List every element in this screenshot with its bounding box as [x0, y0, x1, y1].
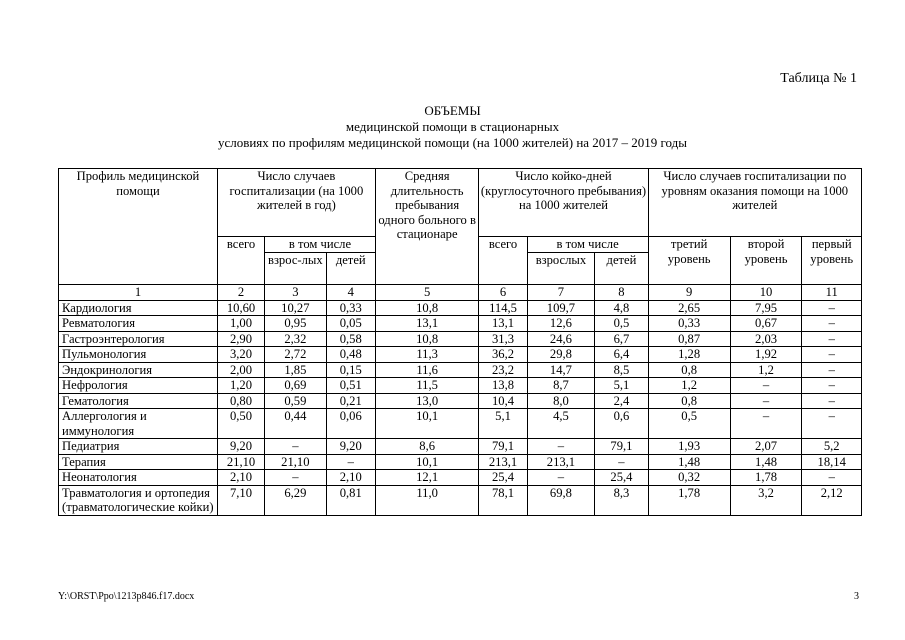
value-cell: 0,44 [265, 409, 327, 439]
value-cell: 1,92 [730, 347, 802, 363]
value-cell: 0,51 [326, 378, 375, 394]
value-cell: 114,5 [479, 300, 527, 316]
value-cell: 0,95 [265, 316, 327, 332]
value-cell: 1,48 [730, 454, 802, 470]
value-cell: 10,8 [375, 331, 479, 347]
value-cell: 8,6 [375, 439, 479, 455]
value-cell: 25,4 [479, 470, 527, 486]
value-cell: 0,6 [595, 409, 648, 439]
value-cell: 1,78 [730, 470, 802, 486]
value-cell: 13,1 [375, 316, 479, 332]
value-cell: – [802, 470, 862, 486]
table-row [59, 470, 862, 486]
value-cell: 14,7 [527, 362, 595, 378]
value-cell: – [802, 316, 862, 332]
column-number-cell: 2 [217, 285, 264, 301]
value-cell: 3,2 [730, 485, 802, 515]
value-cell: 0,87 [648, 331, 730, 347]
value-cell: 10,1 [375, 454, 479, 470]
value-cell: – [730, 393, 802, 409]
value-cell: 2,12 [802, 485, 862, 515]
value-cell: 2,00 [217, 362, 264, 378]
profile-name-cell: Гастроэнтерология [59, 331, 218, 347]
value-cell: 1,2 [648, 378, 730, 394]
value-cell: – [527, 470, 595, 486]
title-line-2: медицинской помощи в стационарных [345, 119, 560, 134]
value-cell: 2,10 [326, 470, 375, 486]
value-cell: 36,2 [479, 347, 527, 363]
value-cell: 6,4 [595, 347, 648, 363]
value-cell: – [730, 378, 802, 394]
header-bed-days-children: детей [595, 253, 648, 285]
value-cell: 1,20 [217, 378, 264, 394]
profile-name-cell: Гематология [59, 393, 218, 409]
value-cell: 8,0 [527, 393, 595, 409]
column-number-cell: 10 [730, 285, 802, 301]
profile-name-cell: Ревматология [59, 316, 218, 332]
column-number-cell: 9 [648, 285, 730, 301]
value-cell: – [802, 300, 862, 316]
profile-name-cell: Эндокринология [59, 362, 218, 378]
value-cell: 29,8 [527, 347, 595, 363]
table-row [59, 362, 862, 378]
value-cell: 24,6 [527, 331, 595, 347]
profile-name-cell: Кардиология [59, 300, 218, 316]
value-cell: – [802, 347, 862, 363]
table-row [59, 347, 862, 363]
column-number-cell: 8 [595, 285, 648, 301]
value-cell: 0,58 [326, 331, 375, 347]
value-cell: 0,8 [648, 362, 730, 378]
value-cell: 7,10 [217, 485, 264, 515]
column-number-cell: 5 [375, 285, 479, 301]
footer-file-path: Y:\ORST\Ppo\1213p846.f17.docx [58, 591, 195, 602]
header-bed-days-total: всего [479, 237, 527, 285]
value-cell: – [802, 331, 862, 347]
value-cell: 7,95 [730, 300, 802, 316]
value-cell: 21,10 [265, 454, 327, 470]
value-cell: – [527, 439, 595, 455]
value-cell: 4,5 [527, 409, 595, 439]
volumes-table [58, 168, 862, 516]
value-cell: 2,90 [217, 331, 264, 347]
value-cell: 11,5 [375, 378, 479, 394]
value-cell: 0,5 [648, 409, 730, 439]
value-cell: 79,1 [479, 439, 527, 455]
header-bed-days-adults: взрослых [527, 253, 595, 285]
profile-name-cell: Педиатрия [59, 439, 218, 455]
header-cases-total: всего [217, 237, 264, 285]
value-cell: – [326, 454, 375, 470]
value-cell: 13,1 [479, 316, 527, 332]
header-level-1: первый уровень [802, 237, 862, 285]
table-row [59, 378, 862, 394]
value-cell: – [265, 439, 327, 455]
value-cell: 11,3 [375, 347, 479, 363]
profile-name-cell: Терапия [59, 454, 218, 470]
value-cell: – [595, 454, 648, 470]
value-cell: 5,1 [595, 378, 648, 394]
value-cell: 10,8 [375, 300, 479, 316]
value-cell: 2,07 [730, 439, 802, 455]
value-cell: – [802, 409, 862, 439]
value-cell: 1,78 [648, 485, 730, 515]
table-row [59, 485, 862, 515]
value-cell: 3,20 [217, 347, 264, 363]
value-cell: 4,8 [595, 300, 648, 316]
table-row [59, 454, 862, 470]
value-cell: 2,72 [265, 347, 327, 363]
header-bed-days: Число койко-дней (круглосуточного пребывания) на 1000 жителей [479, 169, 648, 237]
value-cell: 0,32 [648, 470, 730, 486]
value-cell: 12,6 [527, 316, 595, 332]
value-cell: 0,81 [326, 485, 375, 515]
header-level-2: второй уровень [730, 237, 802, 285]
value-cell: 21,10 [217, 454, 264, 470]
value-cell: 1,00 [217, 316, 264, 332]
table-row [59, 393, 862, 409]
value-cell: 8,5 [595, 362, 648, 378]
value-cell: 10,27 [265, 300, 327, 316]
profile-name-cell: Пульмонология [59, 347, 218, 363]
table-row [59, 331, 862, 347]
value-cell: 0,59 [265, 393, 327, 409]
value-cell: 8,3 [595, 485, 648, 515]
value-cell: 1,28 [648, 347, 730, 363]
value-cell: 2,4 [595, 393, 648, 409]
header-cases-including: в том числе [265, 237, 376, 253]
value-cell: 23,2 [479, 362, 527, 378]
value-cell: – [802, 362, 862, 378]
value-cell: 0,33 [648, 316, 730, 332]
header-avg-duration: Средняя длительность пребывания одного больного в стационаре [375, 169, 479, 285]
value-cell: 0,33 [326, 300, 375, 316]
value-cell: 0,80 [217, 393, 264, 409]
value-cell: 0,06 [326, 409, 375, 439]
table-row [59, 300, 862, 316]
value-cell: – [802, 378, 862, 394]
header-cases-adults: взрос-лых [265, 253, 327, 285]
value-cell: 25,4 [595, 470, 648, 486]
value-cell: 109,7 [527, 300, 595, 316]
value-cell: 79,1 [595, 439, 648, 455]
profile-name-cell: Неонатология [59, 470, 218, 486]
column-number-cell: 11 [802, 285, 862, 301]
value-cell: 8,7 [527, 378, 595, 394]
profile-name-cell: Нефрология [59, 378, 218, 394]
value-cell: 1,2 [730, 362, 802, 378]
page-number: 3 [854, 591, 859, 602]
column-number-cell: 6 [479, 285, 527, 301]
value-cell: 5,1 [479, 409, 527, 439]
column-number-cell: 1 [59, 285, 218, 301]
value-cell: 6,29 [265, 485, 327, 515]
profile-name-cell: Травматология и ортопедия (травматологические койки) [59, 485, 218, 515]
value-cell: 2,03 [730, 331, 802, 347]
value-cell: 5,2 [802, 439, 862, 455]
value-cell: 0,05 [326, 316, 375, 332]
value-cell: 0,15 [326, 362, 375, 378]
header-cases-children: детей [326, 253, 375, 285]
value-cell: 2,32 [265, 331, 327, 347]
header-level-3: третий уровень [648, 237, 730, 285]
value-cell: 10,60 [217, 300, 264, 316]
title-line-3: условиях по профилям медицинской помощи (на 1000 жителей) на 2017 – 2019 годы [217, 135, 688, 150]
column-number-cell: 7 [527, 285, 595, 301]
value-cell: 0,5 [595, 316, 648, 332]
value-cell: 10,1 [375, 409, 479, 439]
value-cell: 1,48 [648, 454, 730, 470]
value-cell: 10,4 [479, 393, 527, 409]
header-levels: Число случаев госпитализации по уровням оказания помощи на 1000 жителей [648, 169, 861, 237]
table-body [59, 300, 862, 515]
value-cell: – [265, 470, 327, 486]
value-cell: 13,8 [479, 378, 527, 394]
table-row [59, 409, 862, 439]
value-cell: 9,20 [217, 439, 264, 455]
value-cell: 0,48 [326, 347, 375, 363]
value-cell: 11,6 [375, 362, 479, 378]
value-cell: 69,8 [527, 485, 595, 515]
title-line-1: ОБЪЕМЫ [424, 103, 481, 118]
value-cell: 213,1 [479, 454, 527, 470]
column-number-cell: 4 [326, 285, 375, 301]
value-cell: 0,67 [730, 316, 802, 332]
header-cases: Число случаев госпитализации (на 1000 жителей в год) [217, 169, 375, 237]
table-number-label: Таблица № 1 [780, 71, 857, 86]
value-cell: 2,10 [217, 470, 264, 486]
value-cell: 9,20 [326, 439, 375, 455]
profile-name-cell: Аллергология и иммунология [59, 409, 218, 439]
value-cell: 12,1 [375, 470, 479, 486]
column-number-row [59, 285, 862, 301]
value-cell: 1,85 [265, 362, 327, 378]
value-cell: 213,1 [527, 454, 595, 470]
value-cell: 0,8 [648, 393, 730, 409]
column-number-cell: 3 [265, 285, 327, 301]
header-profile: Профиль медицинской помощи [59, 169, 218, 285]
value-cell: 1,93 [648, 439, 730, 455]
table-row [59, 316, 862, 332]
value-cell: 11,0 [375, 485, 479, 515]
table-row [59, 439, 862, 455]
value-cell: 18,14 [802, 454, 862, 470]
value-cell: 2,65 [648, 300, 730, 316]
value-cell: 0,21 [326, 393, 375, 409]
value-cell: 0,69 [265, 378, 327, 394]
value-cell: 13,0 [375, 393, 479, 409]
value-cell: – [802, 393, 862, 409]
document-title [0, 103, 905, 151]
header-bed-days-including: в том числе [527, 237, 648, 253]
value-cell: 6,7 [595, 331, 648, 347]
value-cell: – [730, 409, 802, 439]
value-cell: 31,3 [479, 331, 527, 347]
value-cell: 78,1 [479, 485, 527, 515]
value-cell: 0,50 [217, 409, 264, 439]
